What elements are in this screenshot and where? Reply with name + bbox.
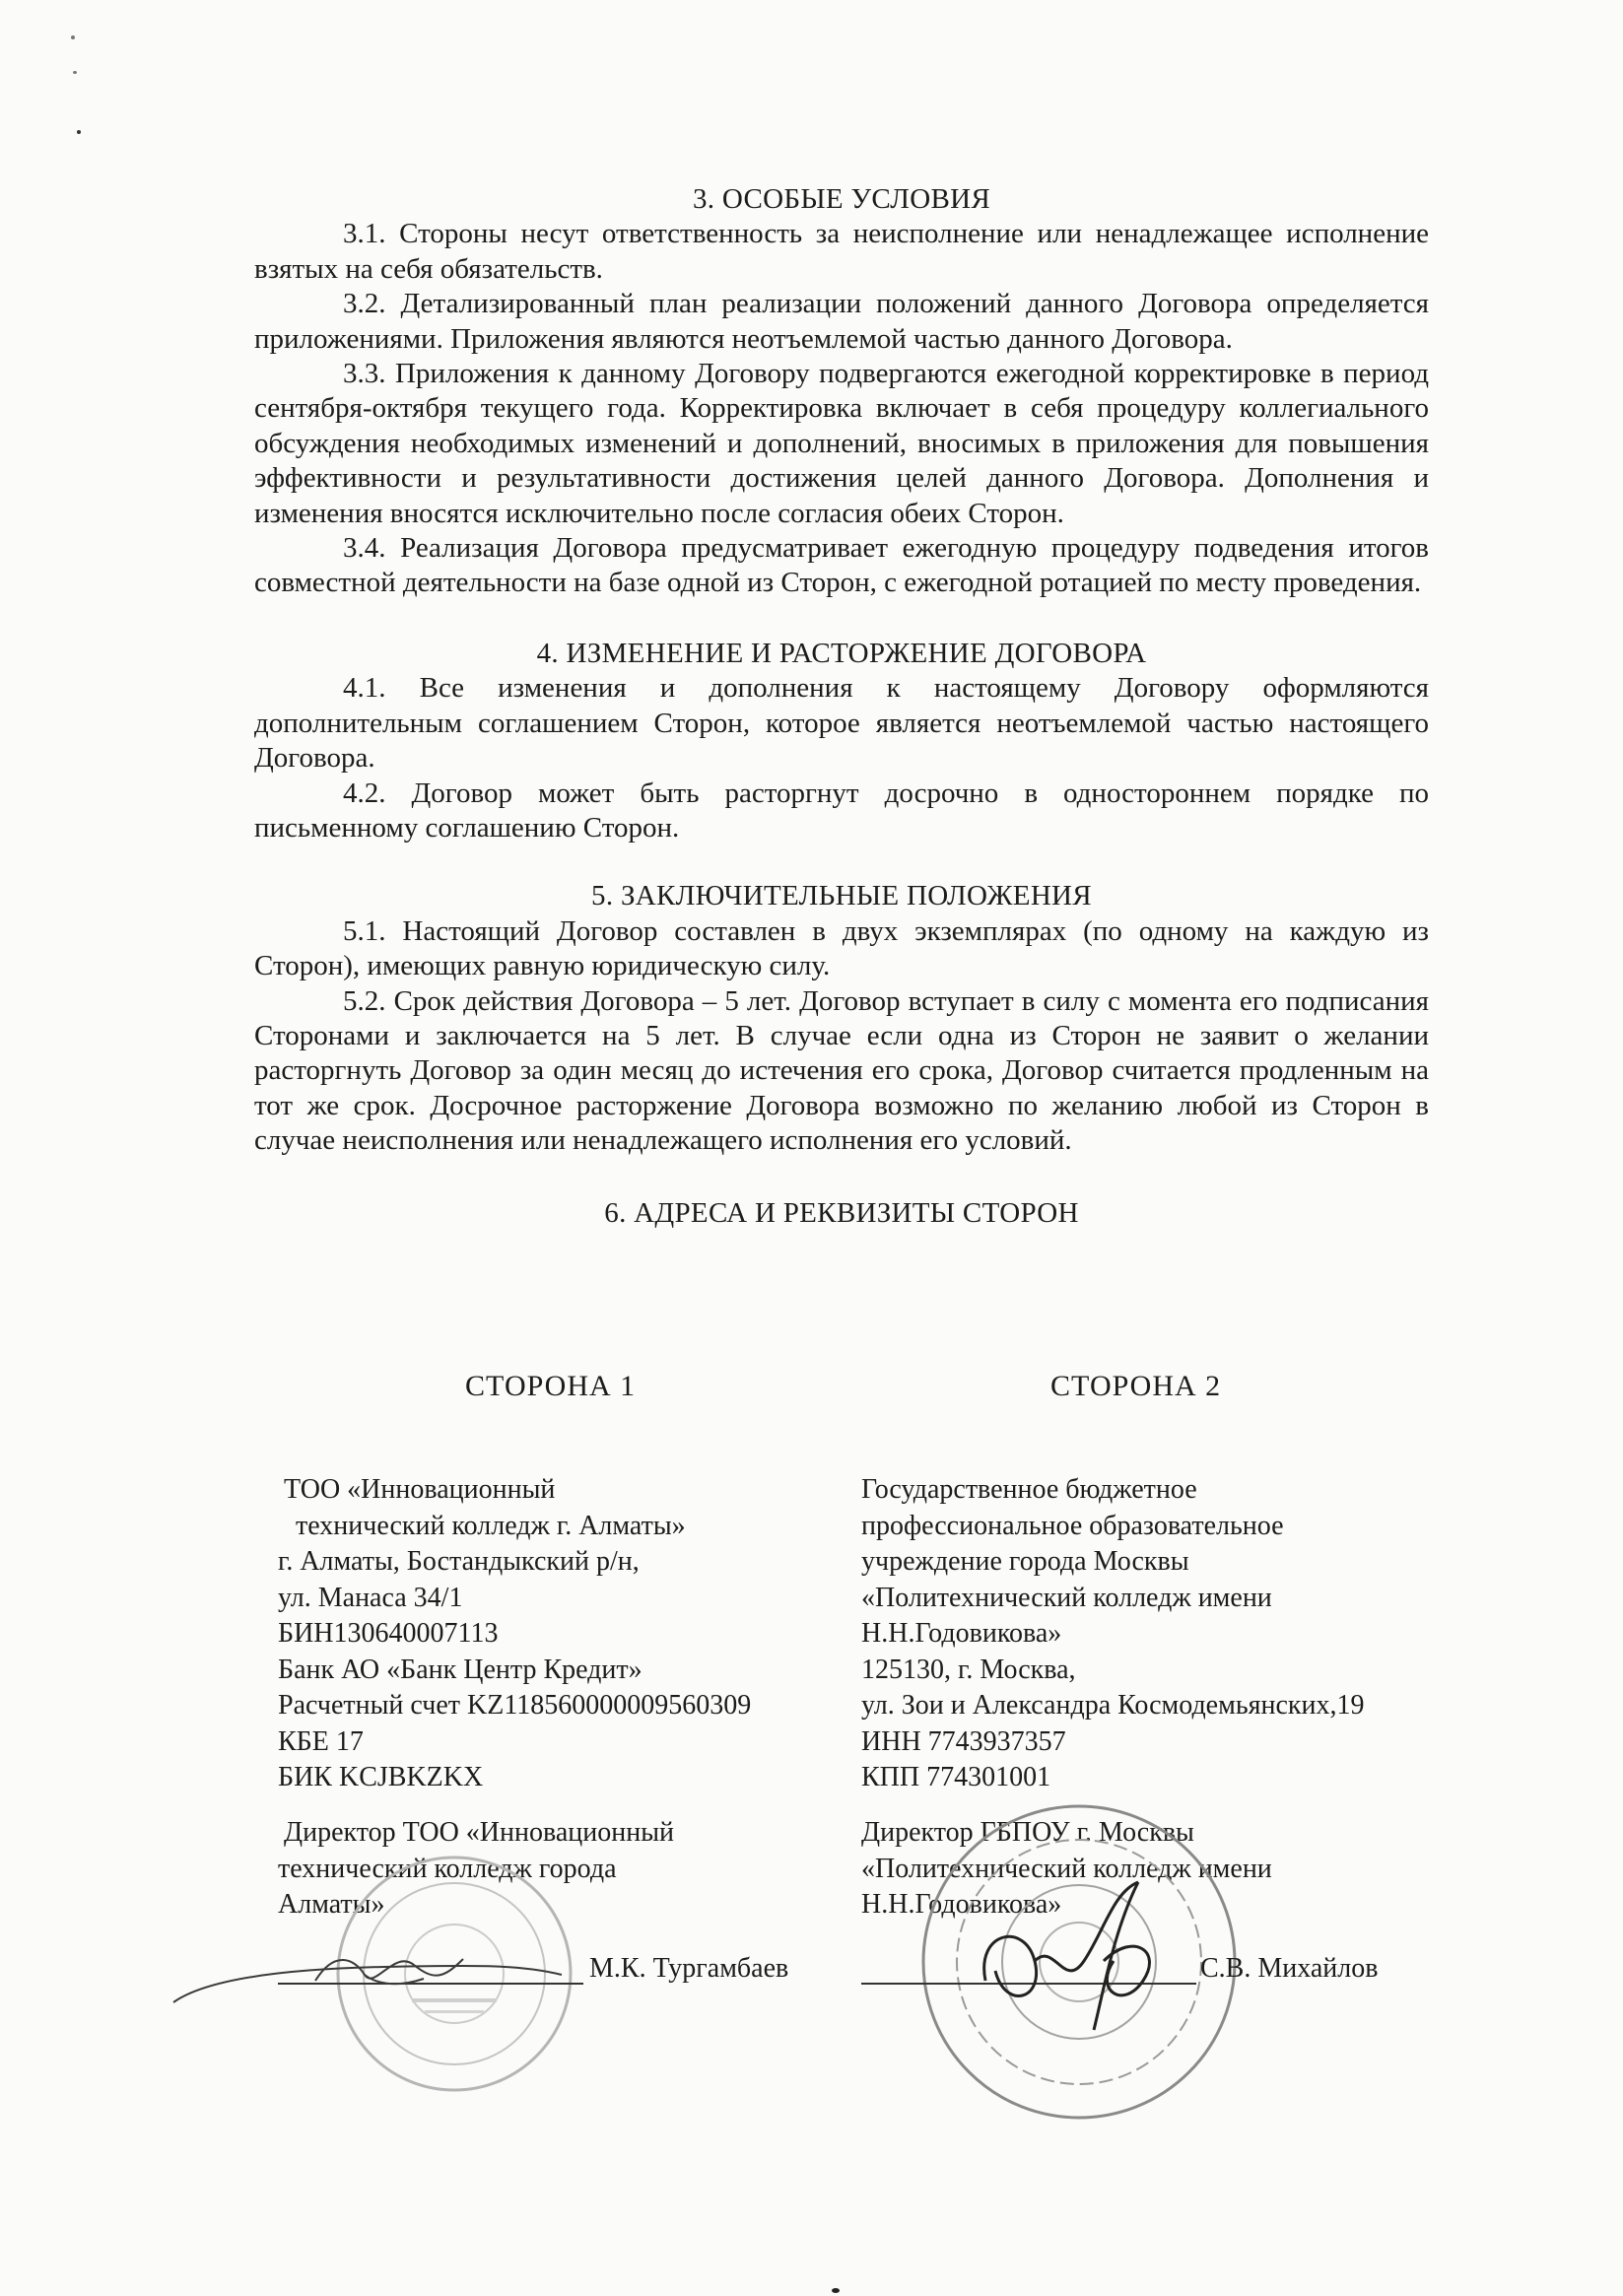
party-1-line: КБЕ 17 [278,1725,364,1757]
party-1-requisites [278,1472,751,1796]
section-4-title: 4. ИЗМЕНЕНИЕ И РАСТОРЖЕНИЕ ДОГОВОРА [536,637,1147,669]
clause-5-2: 5.2. Срок действия Договора – 5 лет. Договор вступает в силу с момента его подписания Сторонами и заключается на 5 лет. В случае если одна из Сторон не заявит о желании расторгнуть Договор за один месяц до истечения его срока, Договор считается продленным на тот же срок. Досрочное расторжение Договора возможно по желанию любой из Сторон в случае неисполнения или ненадлежащего исполнения его условий. [254,984,1429,1157]
party-2-line: Н.Н.Годовикова» [861,1618,1062,1649]
party-2-signer-name: С.В. Михайлов [1200,1953,1379,1984]
party-2-line: ул. Зои и Александра Космодемьянских,19 [861,1690,1365,1721]
clause-3-4: 3.4. Реализация Договора предусматривает ежегодную процедуру подведения итогов совместной деятельности на базе одной из Сторон, с ежегодной ротацией по месту проведения. [254,532,1429,599]
party-2-line: 125130, г. Москва, [861,1654,1076,1685]
party-1-line: ТОО «Инновационный [284,1474,556,1505]
director-line: «Политехнический колледж имени [861,1853,1272,1884]
clause-3-2: 3.2. Детализированный план реализации положений данного Договора определяется приложениями. Приложения являются неотъемлемой частью данного Договора. [254,288,1429,355]
scan-speck [71,35,75,39]
party-2-line: «Политехнический колледж имени [861,1582,1272,1613]
party-1-line: Банк АО «Банк Центр Кредит» [278,1654,642,1685]
section-5-title: 5. ЗАКЛЮЧИТЕЛЬНЫЕ ПОЛОЖЕНИЯ [591,880,1092,912]
clause-3-1: 3.1. Стороны несут ответственность за неисполнение или ненадлежащее исполнение взятых на себя обязательств. [254,218,1429,285]
party-1-heading: СТОРОНА 1 [465,1370,637,1402]
party-2-line: ИНН 7743937357 [861,1725,1066,1757]
clause-4-2: 4.2. Договор может быть расторгнут досрочно в одностороннем порядке по письменному соглашению Сторон. [254,777,1429,844]
clause-5-1: 5.1. Настоящий Договор составлен в двух экземплярах (по одному на каждую из Сторон), имеющих равную юридическую силу. [254,914,1429,982]
party-2-line: учреждение города Москвы [861,1546,1189,1577]
party-1-line: г. Алматы, Бостандыкский р/н, [278,1546,640,1577]
director-line: Н.Н.Годовикова» [861,1889,1062,1920]
party-2-signature-icon [966,1872,1222,2040]
party-2-line: КПП 774301001 [861,1762,1051,1792]
director-line: Алматы» [278,1889,385,1920]
party-2-requisites [861,1472,1364,1796]
party-1-line: технический колледж г. Алматы» [296,1510,686,1541]
section-3-title: 3. ОСОБЫЕ УСЛОВИЯ [693,183,990,215]
party-1-line: БИН130640007113 [278,1618,499,1649]
clause-3-3: 3.3. Приложения к данному Договору подвергаются ежегодной корректировке в период сентября-октября текущего года. Корректировка включает в себя процедуру коллегиального обсуждения необходимых изменений и дополнений, вносимых в приложения для повышения эффективности и результативности достижения целей данного Договора. Дополнения и изменения вносятся исключительно после согласия обеих Сторон. [254,358,1429,529]
party-2-heading: СТОРОНА 2 [1050,1370,1222,1402]
party-2-line: профессиональное образовательное [861,1510,1284,1541]
section-6-title: 6. АДРЕСА И РЕКВИЗИТЫ СТОРОН [604,1196,1079,1229]
scan-speck [73,71,77,74]
scan-speck [832,2288,840,2293]
party-1-line: БИК KCJBKZKX [278,1762,484,1792]
party-1-line: ул. Манаса 34/1 [278,1582,463,1613]
scan-speck [77,130,81,134]
director-line: Директор ТОО «Инновационный [284,1817,674,1848]
party-2-line: Государственное бюджетное [861,1474,1197,1505]
director-line: Директор ГБПОУ г. Москвы [861,1817,1194,1848]
party-1-signature-icon [168,1920,581,2038]
party-1-line: Расчетный счет KZ118560000009560309 [278,1690,752,1721]
party-1-signer-name: М.К. Тургамбаев [589,1953,789,1984]
contract-body [254,182,1429,1231]
director-line: технический колледж города [278,1853,617,1884]
clause-4-1: 4.1. Все изменения и дополнения к настоящему Договору оформляются дополнительным соглашением Сторон, которое является неотъемлемой частью настоящего Договора. [254,672,1429,775]
